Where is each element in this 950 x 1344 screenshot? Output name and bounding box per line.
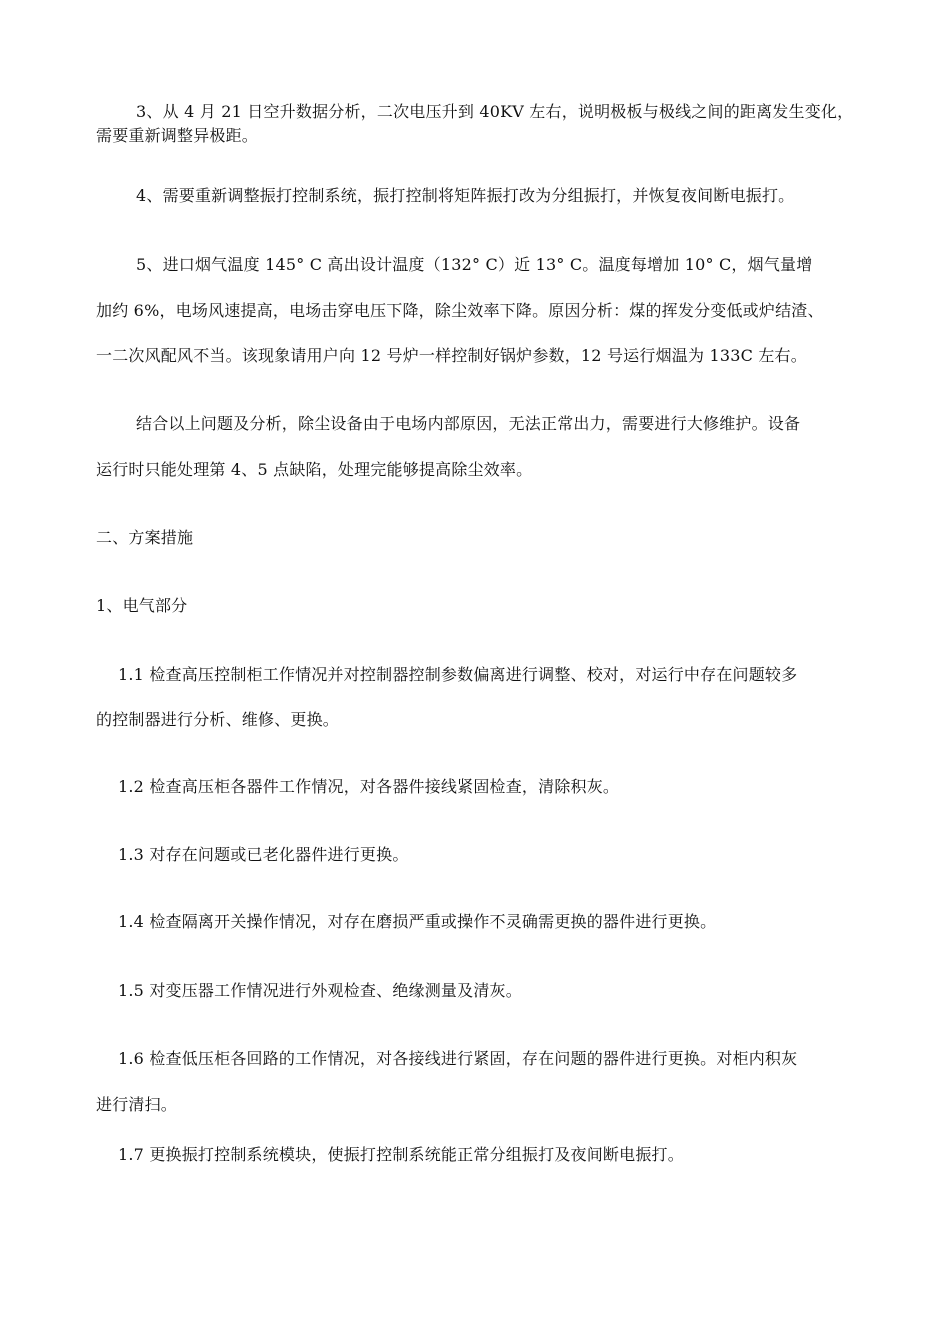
- item-1-3: 1.3 对存在问题或已老化器件进行更换。: [118, 845, 409, 864]
- item-1-5: 1.5 对变压器工作情况进行外观检查、绝缘测量及清灰。: [118, 981, 522, 1000]
- paragraph-5-line-3: 一二次风配风不当。该现象请用户向 12 号炉一样控制好锅炉参数，12 号运行烟温为 133C 左右。: [96, 346, 807, 365]
- subsection-heading: 1、电气部分: [96, 596, 188, 615]
- paragraph-5-line-2: 加约 6%，电场风速提高，电场击穿电压下降，除尘效率下降。原因分析：煤的挥发分变低或炉结渣、: [96, 301, 824, 320]
- item-1-4: 1.4 检查隔离开关操作情况，对存在磨损严重或操作不灵确需更换的器件进行更换。: [118, 912, 717, 931]
- section-heading: 二、方案措施: [96, 528, 194, 547]
- item-1-1-line-2: 的控制器进行分析、维修、更换。: [96, 710, 340, 729]
- item-1-2: 1.2 检查高压柜各器件工作情况，对各器件接线紧固检查，清除积灰。: [118, 777, 620, 796]
- paragraph-5-line-1: 5、进口烟气温度 145° C 高出设计温度（132° C）近 13° C。温度每增加 10° C，烟气量增: [136, 255, 813, 274]
- summary-line-2: 运行时只能处理第 4、5 点缺陷，处理完能够提高除尘效率。: [96, 460, 533, 479]
- item-1-6-line-2: 进行清扫。: [96, 1095, 178, 1114]
- paragraph-4-line-1: 4、需要重新调整振打控制系统，振打控制将矩阵振打改为分组振打，并恢复夜间断电振打。: [136, 186, 795, 205]
- item-1-7: 1.7 更换振打控制系统模块，使振打控制系统能正常分组振打及夜间断电振打。: [118, 1145, 684, 1164]
- item-1-6-line-1: 1.6 检查低压柜各回路的工作情况，对各接线进行紧固，存在问题的器件进行更换。对柜内积灰: [118, 1049, 798, 1068]
- paragraph-3-line-1: 3、从 4 月 21 日空升数据分析，二次电压升到 40KV 左右，说明极板与极线之间的距离发生变化，: [136, 102, 854, 121]
- item-1-1-line-1: 1.1 检查高压控制柜工作情况并对控制器控制参数偏离进行调整、校对，对运行中存在问题较多: [118, 665, 798, 684]
- summary-line-1: 结合以上问题及分析，除尘设备由于电场内部原因，无法正常出力，需要进行大修维护。设备: [136, 414, 801, 433]
- paragraph-3-line-2: 需要重新调整异极距。: [96, 126, 259, 145]
